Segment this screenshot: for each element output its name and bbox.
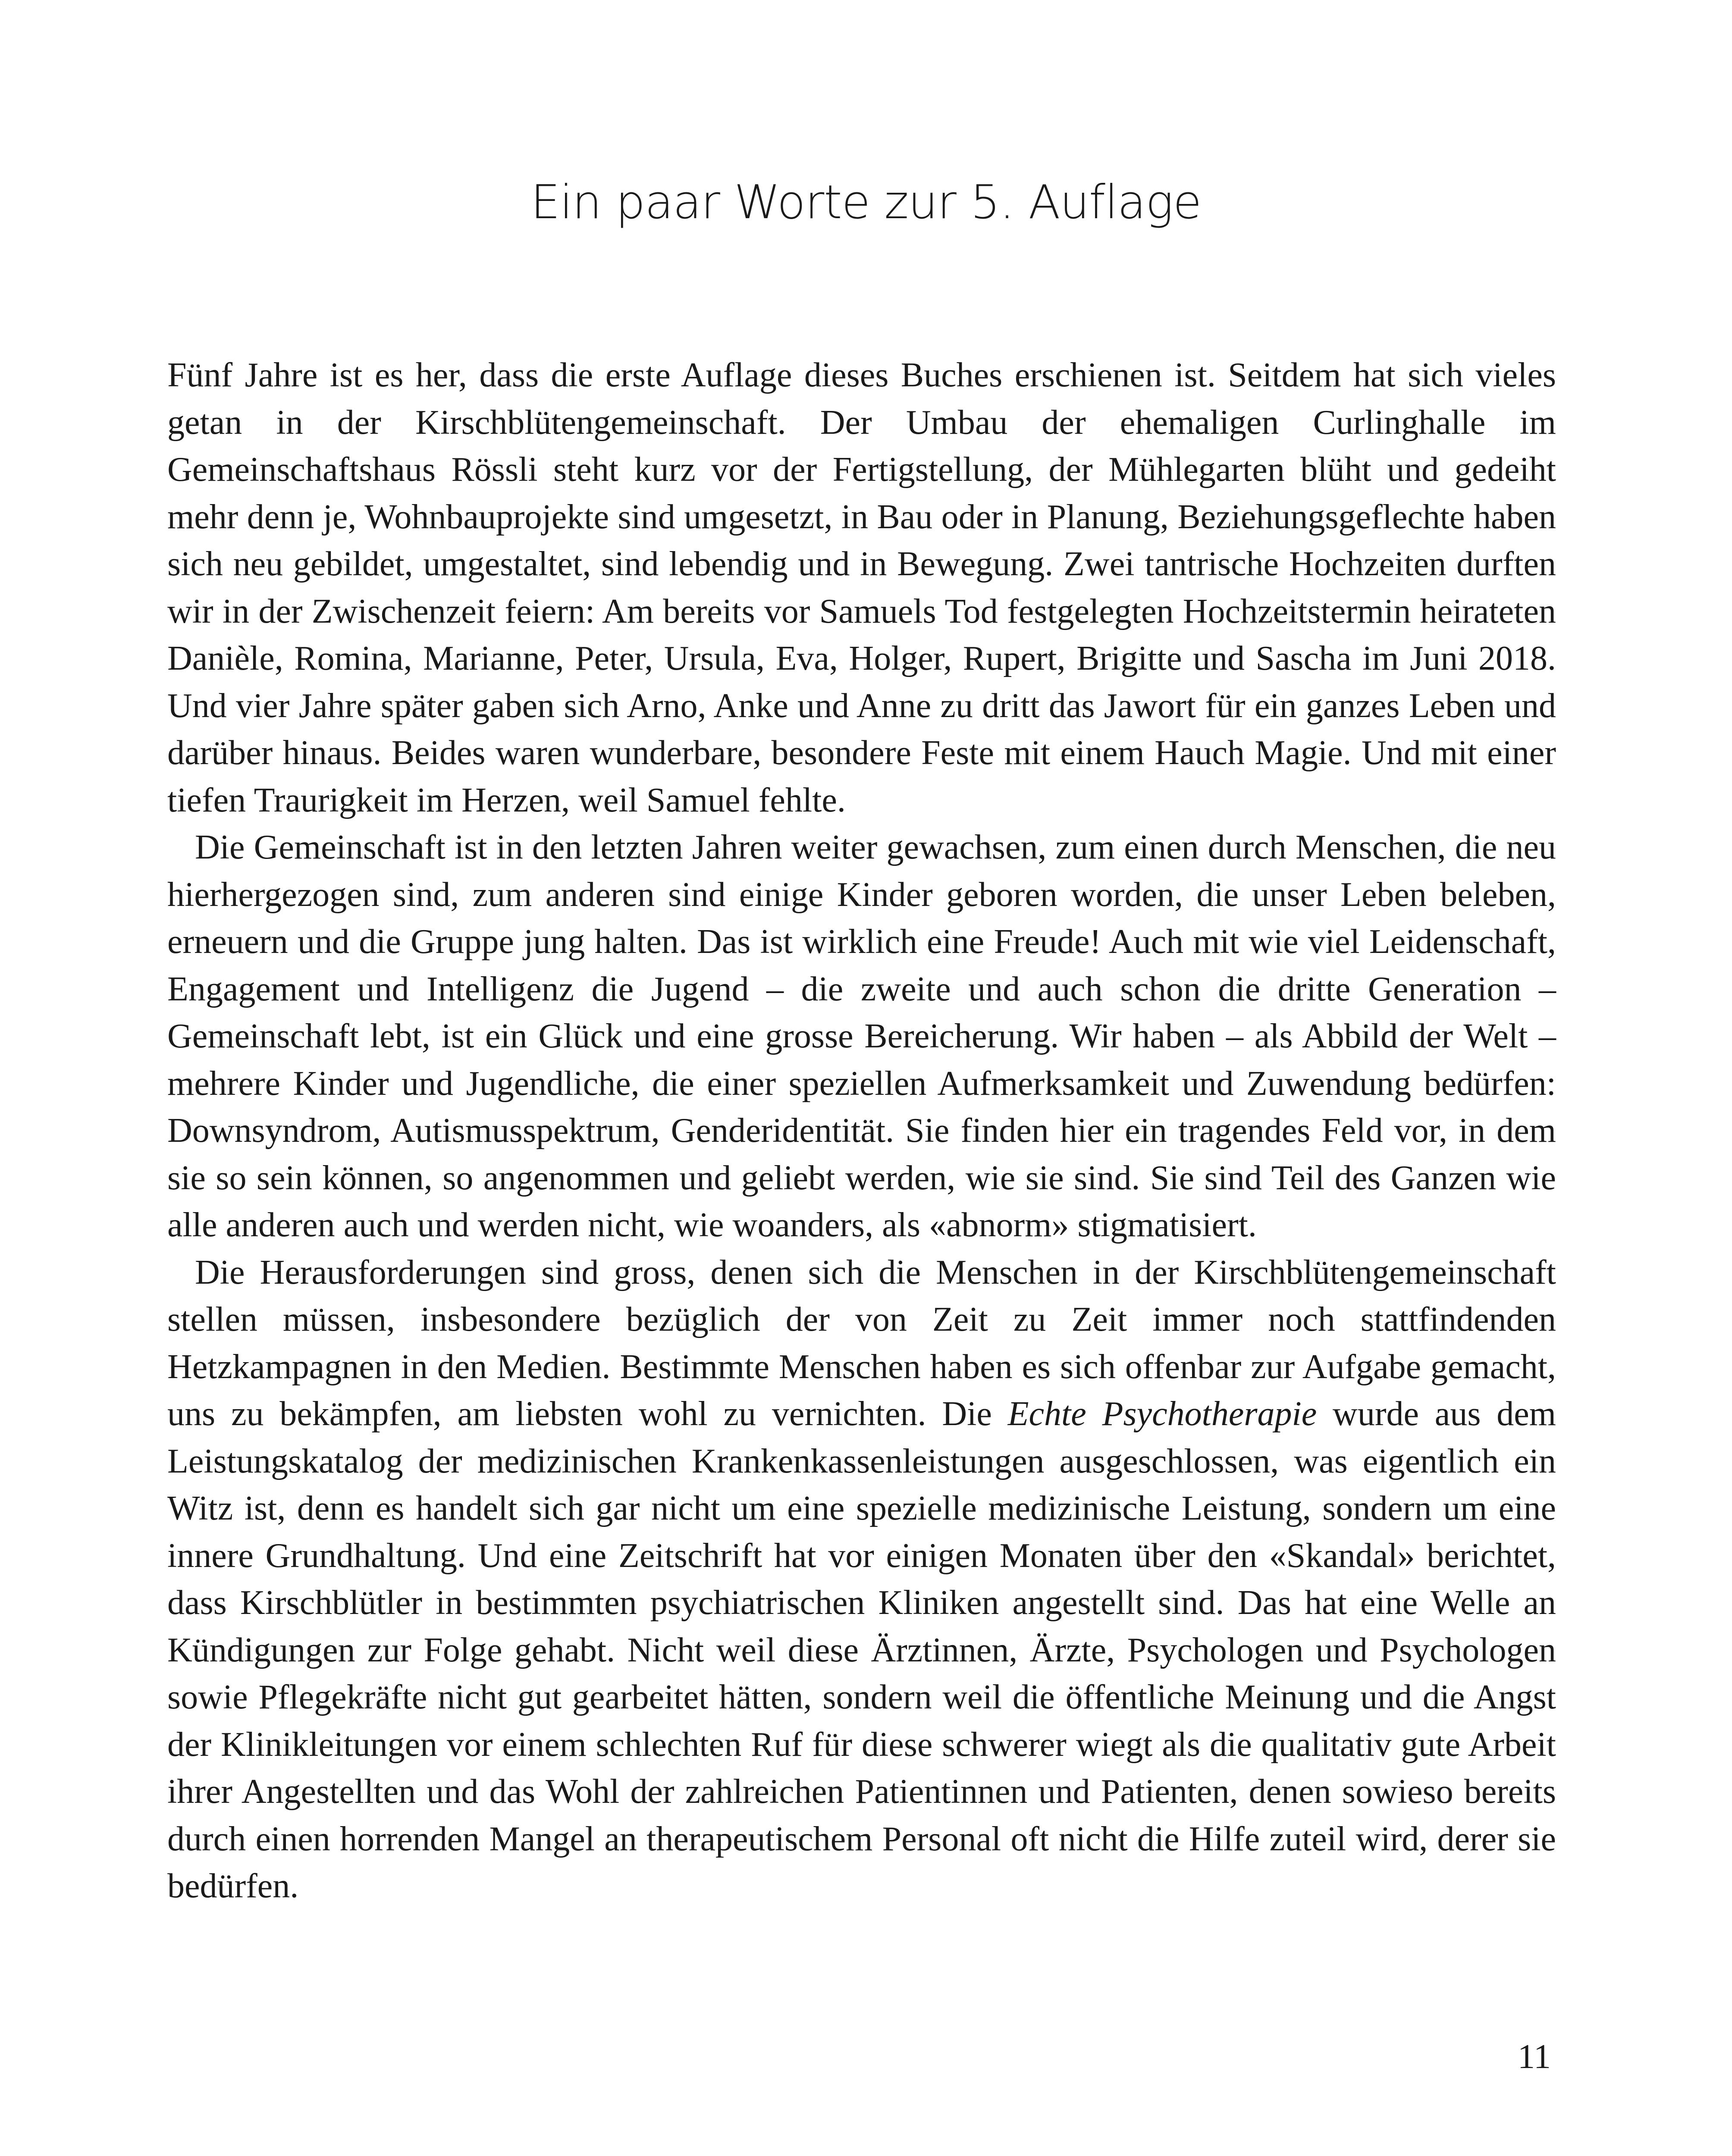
paragraph-3 [167,1249,1556,1910]
paragraph-2: Die Gemeinschaft ist in den letzten Jahren weiter gewachsen, zum einen durch Menschen, die neu hierhergezogen sind, zum anderen sind einige Kinder geboren worden, die unser Leben beleben, erneuern und die Gruppe jung halten. Das ist wirklich eine Freude! Auch mit wie viel Leidenschaft, Engagement und Intelligenz die Jugend – die zweite und auch schon die dritte Generation – Gemeinschaft lebt, ist ein Glück und eine grosse Bereicherung. Wir haben – als Abbild der Welt – mehrere Kinder und Jugendliche, die einer speziellen Aufmerksamkeit und Zuwendung bedürfen: Downsyndrom, Autismusspektrum, Genderidentität. Sie finden hier ein tragendes Feld vor, in dem sie so sein können, so angenommen und geliebt werden, wie sie sind. Sie sind Teil des Ganzen wie alle anderen auch und werden nicht, wie woanders, als «abnorm» stigmatisiert. [167,828,1556,1244]
page-number: 11 [1517,2038,1551,2076]
paragraph-3-italic-term: Echte Psychotherapie [1007,1395,1317,1433]
paragraph-3-text-end: wurde aus dem Leistungskatalog der medizinischen Krankenkassenleistungen ausgeschlossen, was eigentlich ein Witz ist, denn es handelt sich gar nicht um eine spezielle medizinische Leistung, sondern um eine innere Grundhaltung. Und eine Zeitschrift hat vor einigen Monaten über den «Skandal» berichtet, dass Kirschblütler in bestimmten psychiatrischen Kliniken angestellt sind. Das hat eine Welle an Kündigungen zur Folge gehabt. Nicht weil diese Ärztinnen, Ärzte, Psychologen und Psychologen sowie Pflegekräfte nicht gut gearbeitet hätten, sondern weil die öffentliche Meinung und die Angst der Klinikleitungen vor einem schlechten Ruf für diese schwerer wiegt als die qualitativ gute Arbeit ihrer Angestellten und das Wohl der zahlreichen Patientinnen und Patienten, denen sowieso bereits durch einen horrenden Mangel an therapeutischem Personal oft nicht die Hilfe zuteil wird, derer sie bedürfen. [167,1395,1556,1905]
page-title: Ein paar Worte zur 5. Auflage [530,175,1202,229]
paragraph-3-text-start: Die Herausforderungen sind gross, denen sich die Menschen in der Kirschblütengemeinschaft stellen müssen, insbesondere bezüglich der von Zeit zu Zeit immer noch stattfindenden Hetzkampagnen in den Medien. Bestimmte Menschen haben es sich offenbar zur Aufgabe gemacht, uns zu bekämpfen, am liebsten wohl zu vernichten. Die [167,1253,1556,1433]
body-text [167,352,1556,1910]
paragraph-1: Fünf Jahre ist es her, dass die erste Auflage dieses Buches erschienen ist. Seitdem hat sich vieles getan in der Kirschblütengemeinschaft. Der Umbau der ehemaligen Curlinghalle im Gemeinschaftshaus Rössli steht kurz vor der Fertigstellung, der Mühlegarten blüht und gedeiht mehr denn je, Wohnbauprojekte sind umgesetzt, in Bau oder in Planung, Beziehungsgeflechte haben sich neu gebildet, umgestaltet, sind lebendig und in Bewegung. Zwei tantrische Hochzeiten durften wir in der Zwischenzeit feiern: Am bereits vor Samuels Tod festgelegten Hochzeitstermin heirateten Danièle, Romina, Marianne, Peter, Ursula, Eva, Holger, Rupert, Brigitte und Sascha im Juni 2018. Und vier Jahre später gaben sich Arno, Anke und Anne zu dritt das Jawort für ein ganzes Leben und darüber hinaus. Beides waren wunderbare, besondere Feste mit einem Hauch Magie. Und mit einer tiefen Traurigkeit im Herzen, weil Samuel fehlte. [167,356,1556,819]
